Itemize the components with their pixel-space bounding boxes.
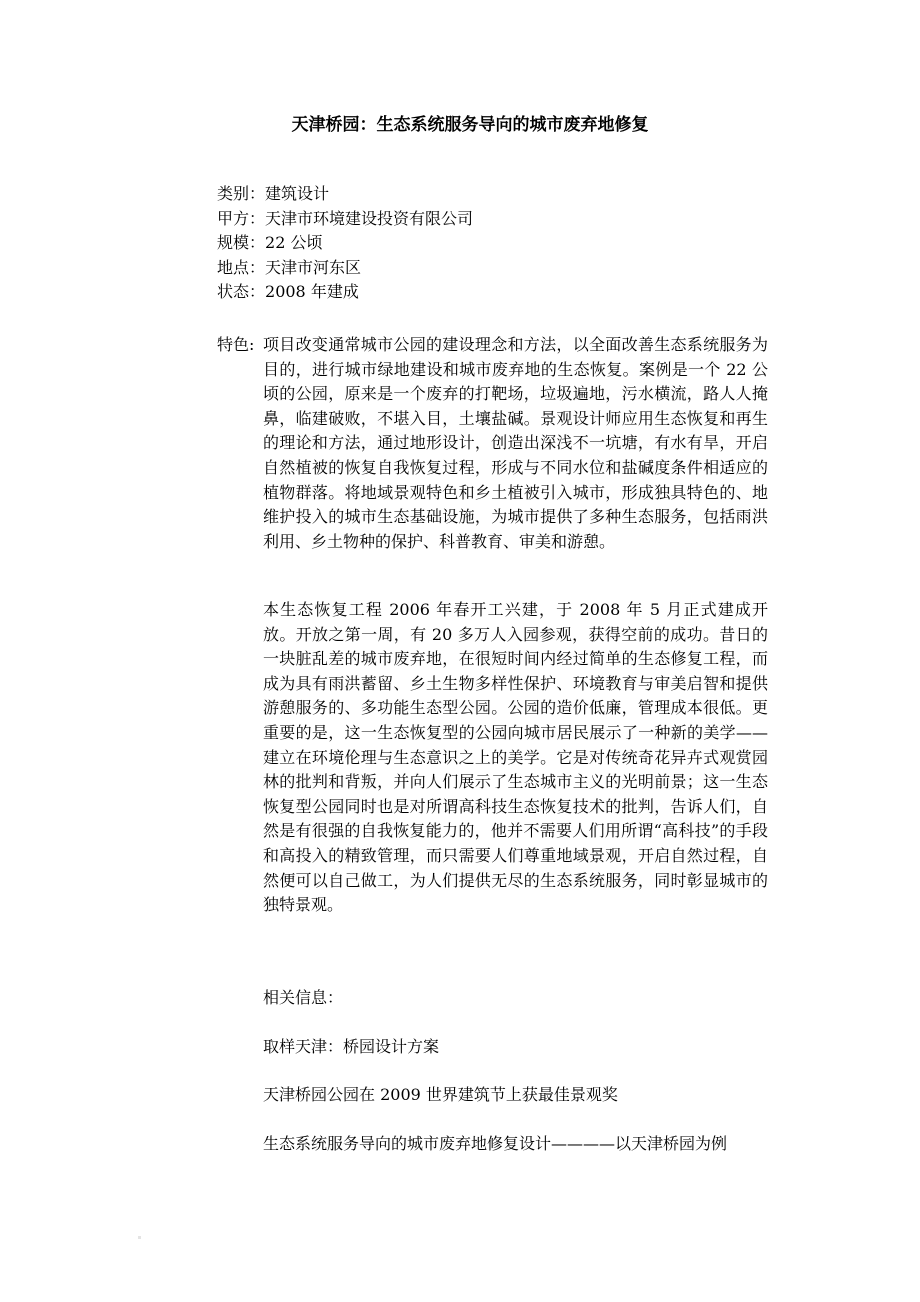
meta-label: 地点： — [217, 257, 266, 277]
meta-row-category — [217, 182, 777, 207]
related-link[interactable]: 取样天津：桥园设计方案 — [263, 1036, 440, 1056]
feature-paragraph: 项目改变通常城市公园的建设理念和方法，以全面改善生态系统服务为目的，进行城市绿地建设和城市废弃地的生态恢复。案例是一个 22 公顷的公园，原来是一个废弃的打靶场，垃圾遍地，污水横流，路人人掩鼻，临建破败，不堪入目，土壤盐碱。景观设计师应用生态恢复和再生的理论和方法，通过地形设计，创造出深浅不一坑塘，有水有旱，开启自然植被的恢复自我恢复过程，形成与不同水位和盐碱度条件相适应的植物群落。将地域景观特色和乡土植被引入城市，形成独具特色的、地维护投入的城市生态基础设施，为城市提供了多种生态服务，包括雨洪利用、乡土物种的保护、科普教育、审美和游憩。 — [263, 335, 768, 551]
meta-label: 规模： — [217, 233, 266, 252]
project-metadata — [217, 182, 777, 305]
related-info-section — [263, 986, 768, 1156]
page-corner-mark — [138, 1236, 141, 1239]
meta-row-client — [217, 207, 777, 232]
meta-row-status — [217, 280, 777, 305]
meta-label: 甲方： — [217, 208, 266, 228]
related-link[interactable]: 生态系统服务导向的城市废弃地修复设计————以天津桥园为例 — [263, 1133, 728, 1153]
meta-value: 天津市河东区 — [265, 257, 362, 277]
related-info-heading: 相关信息： — [263, 988, 344, 1007]
feature-label: 特色: — [217, 335, 255, 354]
meta-row-location — [217, 256, 777, 281]
meta-value: 天津市环境建设投资有限公司 — [265, 208, 474, 228]
meta-row-scale — [217, 231, 777, 256]
meta-label: 状态： — [217, 282, 266, 301]
feature-section — [217, 333, 777, 554]
meta-value: 22 公顷 — [265, 233, 323, 252]
meta-label: 类别： — [217, 184, 266, 203]
document-title: 天津桥园：生态系统服务导向的城市废弃地修复 — [291, 115, 649, 135]
body-paragraph: 本生态恢复工程 2006 年春开工兴建，于 2008 年 5 月正式建成开放。开放之第一周，有 20 多万人入园参观，获得空前的成功。昔日的一块脏乱差的城市废弃地，在很短时间内经过简单的生态修复工程，而成为具有雨洪蓄留、乡土生物多样性保护、环境教育与审美启智和提供游憩服务的、多功能生态型公园。公园的造价低廉，管理成本很低。更重要的是，这一生态恢复型的公园向城市居民展示了一种新的美学——建立在环境伦理与生态意识之上的美学。它是对传统奇花异卉式观赏园林的批判和背叛，并向人们展示了生态城市主义的光明前景；这一生态恢复型公园同时也是对所谓高科技生态恢复技术的批判，告诉人们，自然是有很强的自我恢复能力的，他并不需要人们用所谓“高科技”的手段和高投入的精致管理，而只需要人们尊重地域景观，开启自然过程，自然便可以自己做工，为人们提供无尽的生态系统服务，同时彰显城市的独特景观。 — [263, 600, 768, 915]
meta-value: 2008 年建成 — [265, 282, 359, 301]
related-link[interactable]: 天津桥园公园在 2009 世界建筑节上获最佳景观奖 — [263, 1085, 618, 1105]
meta-value: 建筑设计 — [265, 184, 330, 203]
